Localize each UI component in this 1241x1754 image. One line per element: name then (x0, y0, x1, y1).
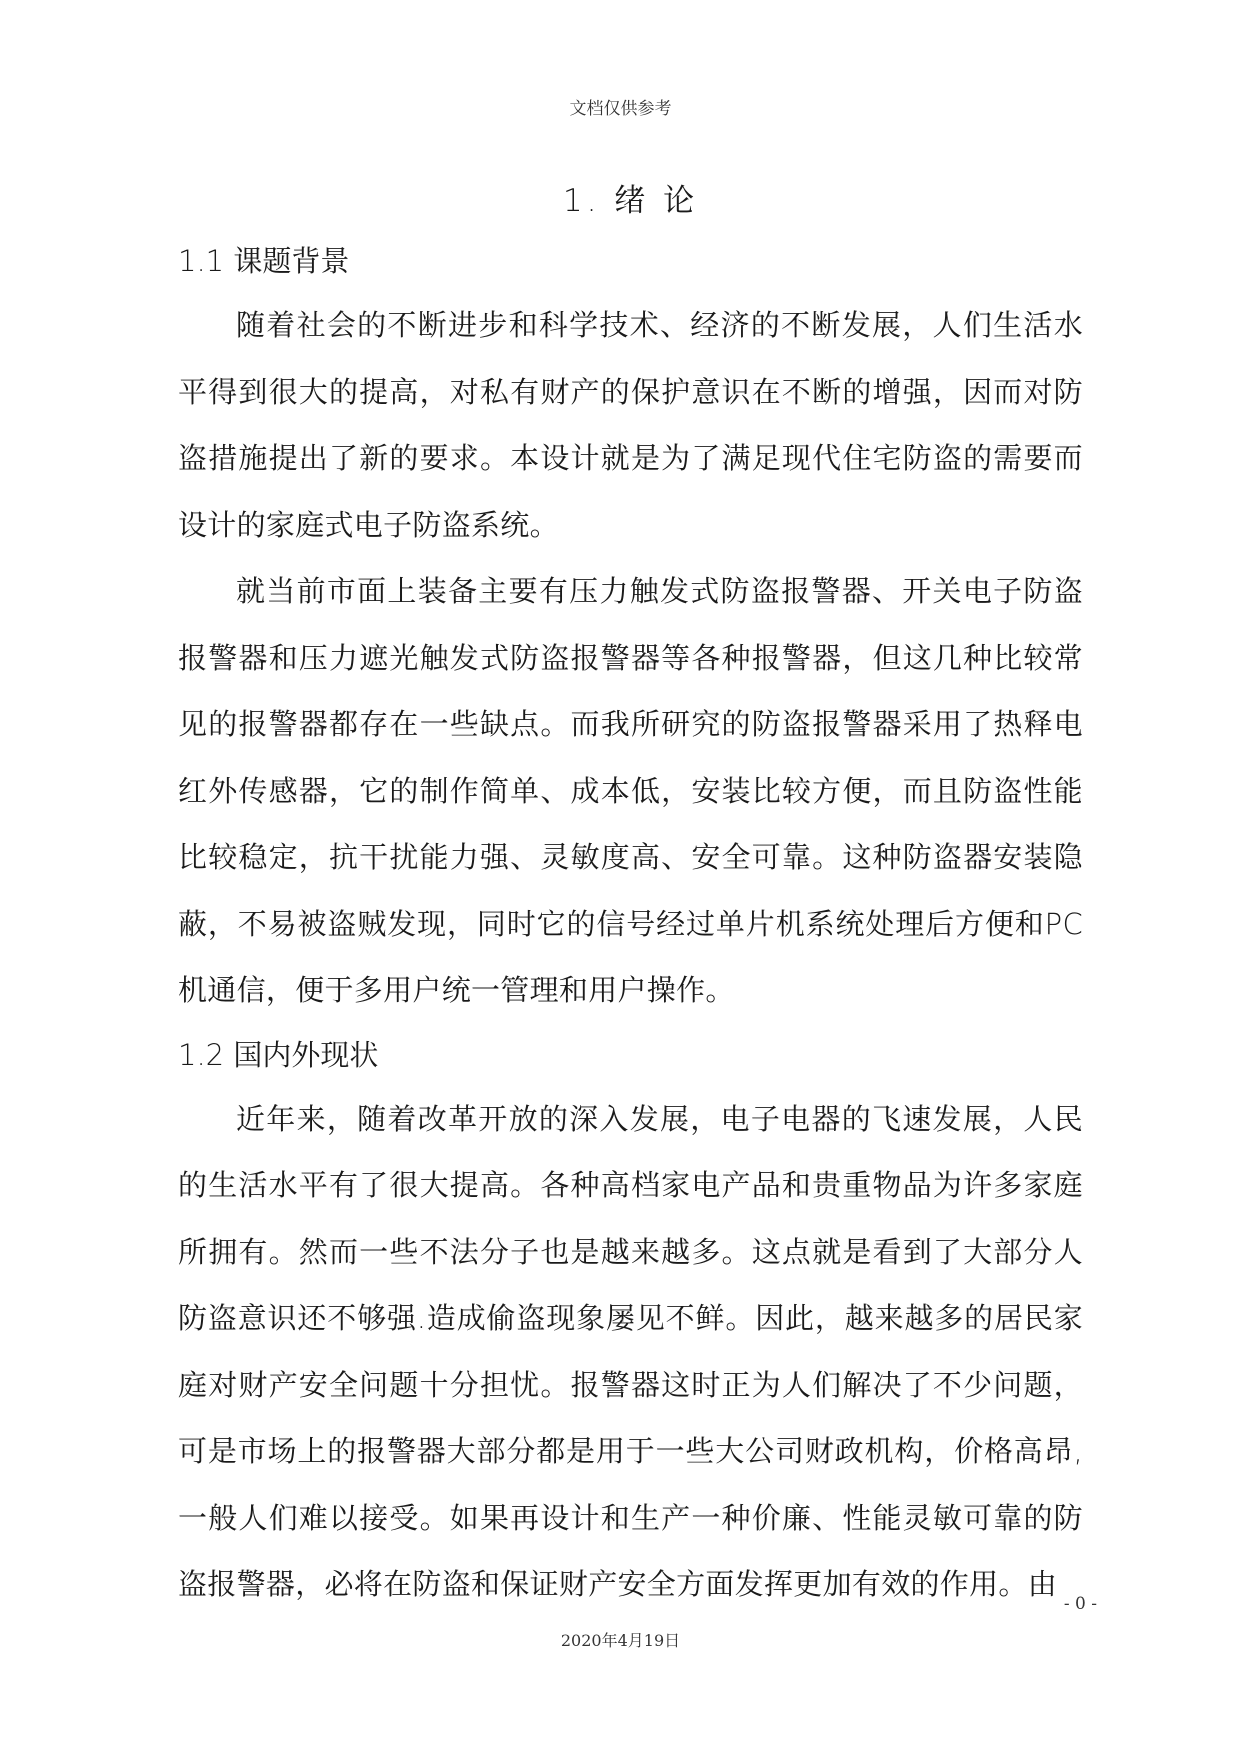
paragraph: 就当前市面上装备主要有压力触发式防盗报警器、开关电子防盗报警器和压力遮光触发式防盗报警器等各种报警器，但这几种比较常见的报警器都存在一些缺点。而我所研究的防盗报警器采用了热释电红外传感器，它的制作简单、成本低，安装比较方便，而且防盗性能比较稳定，抗干扰能力强、灵敏度高、安全可靠。这种防盗器安装隐蔽，不易被盗贼发现，同时它的信号经过单片机系统处理后方便和PC机通信，便于多用户统一管理和用户操作。 (178, 574, 1083, 1007)
paragraph: 随着社会的不断进步和科学技术、经济的不断发展，人们生活水平得到很大的提高，对私有财产的保护意识在不断的增强，因而对防盗措施提出了新的要求。本设计就是为了满足现代住宅防盗的需要而设计的家庭式电子防盗系统。 (178, 308, 1083, 542)
chapter-title: 1. 绪 论 (562, 183, 699, 219)
paragraph: 近年来，随着改革开放的深入发展，电子电器的飞速发展，人民的生活水平有了很大提高。各种高档家电产品和贵重物品为许多家庭所拥有。然而一些不法分子也是越来越多。这点就是看到了大部分人防盗意识还不够强.造成偷盗现象屡见不鲜。因此，越来越多的居民家庭对财产安全问题十分担忧。报警器这时正为人们解决了不少问题，可是市场上的报警器大部分都是用于一些大公司财政机构，价格高昂,一般人们难以接受。如果再设计和生产一种价廉、性能灵敏可靠的防盗报警器，必将在防盗和保证财产安全方面发挥更加有效的作用。由 (178, 1101, 1083, 1601)
section-heading-background: 1.1 课题背景 (178, 244, 350, 278)
document-body (178, 172, 1083, 1618)
section-heading-status: 1.2 国内外现状 (178, 1037, 379, 1072)
page-number: - 0 - (1063, 1594, 1097, 1614)
footer-date: 2020年4月19日 (560, 1631, 681, 1650)
header-note: 文档仅供参考 (569, 99, 672, 119)
